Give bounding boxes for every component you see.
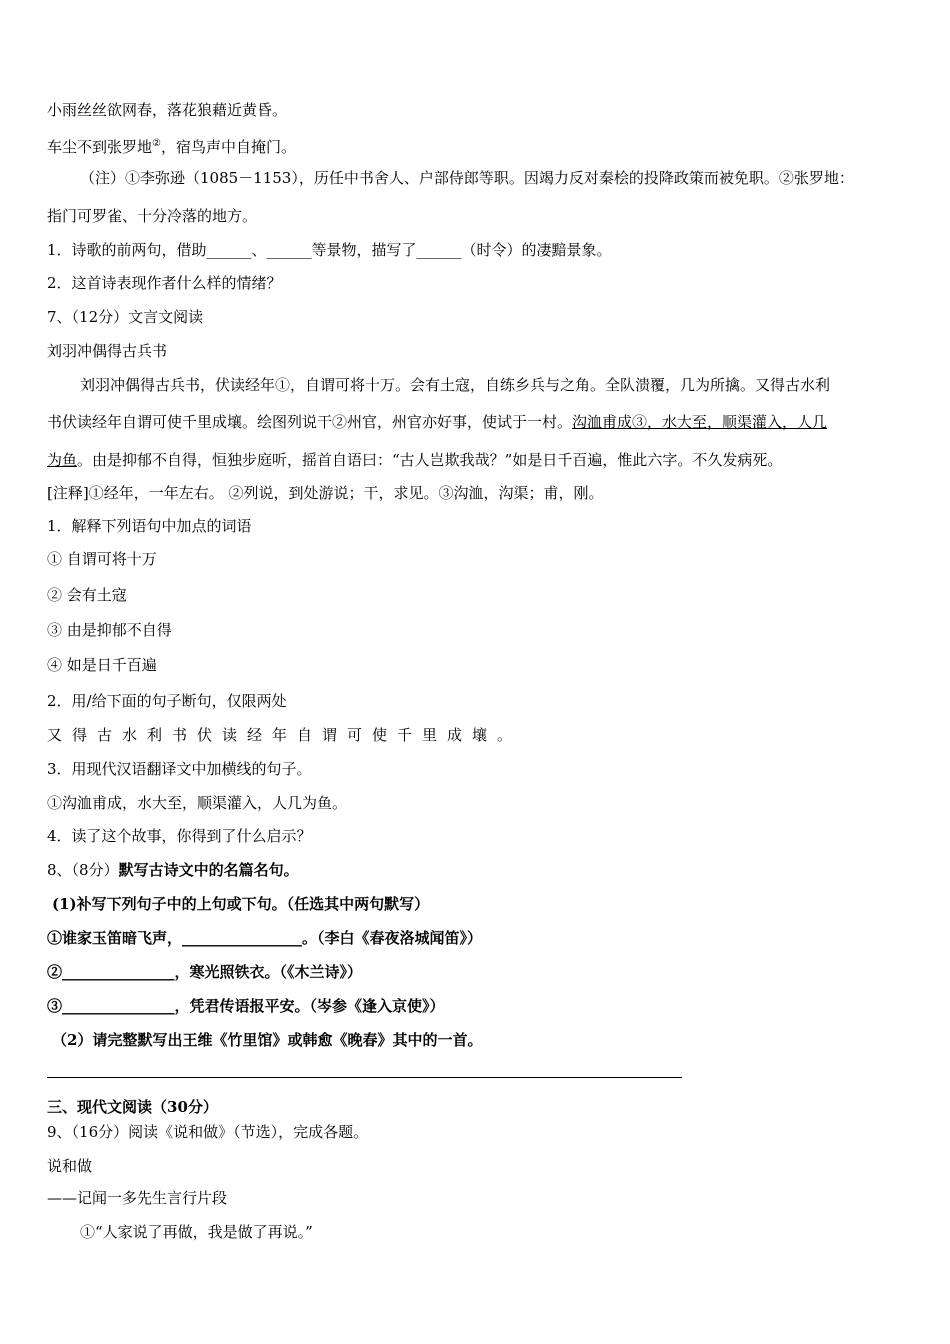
poem-question-2: 2．这首诗表现作者什么样的情绪？ (47, 274, 282, 292)
q7-paragraph-3-b: 。由是抑郁不自得，恒独步庭听，摇首自语曰：“古人岂欺我哉？”如是日千百遍，惟此六字。不久发病死。 (77, 451, 783, 469)
q7-heading: 7、（12分）文言文阅读 (47, 308, 204, 326)
q8-heading-b: 默写古诗文中的名篇名句。 (118, 861, 299, 879)
article-paragraph-1: ①“人家说了再做，我是做了再说。” (80, 1223, 313, 1241)
q7-paragraph-3 (47, 450, 782, 470)
q9-heading: 9、（16分）阅读《说和做》（节选），完成各题。 (47, 1123, 369, 1141)
q7-sub-1-item-2: ② 会有土寇 (47, 586, 127, 604)
q8-part-1: (1)补写下列句子中的上句或下句。（任选其中两句默写） (52, 895, 430, 913)
section-3-heading: 三、现代文阅读（30分） (47, 1098, 218, 1116)
q8-heading-a: 8、（8分） (47, 861, 119, 879)
underlined-sentence-b: 为鱼 (47, 451, 78, 469)
q7-sub-4: 4．读了这个故事，你得到了什么启示？ (47, 827, 312, 845)
q7-sub-3-item-1: ①沟洫甫成，水大至，顺渠灌入，人几为鱼。 (47, 794, 348, 812)
q8-heading (47, 860, 299, 880)
q7-paragraph-1: 刘羽冲偶得古兵书，伏读经年①，自谓可将十万。会有土寇，自练乡兵与之角。全队溃覆，几为所擒。又得古水利 (80, 376, 831, 394)
q7-annotation: [注释]①经年，一年左右。 ②列说，到处游说；干，求见。③沟洫，沟渠；甫，刚。 (47, 484, 604, 502)
q8-part-2: （2）请完整默写出王维《竹里馆》或韩愈《晚春》其中的一首。 (52, 1031, 483, 1049)
q8-item-2: ②_______________，寒光照铁衣。（《木兰诗》） (47, 963, 363, 981)
poem-line-2-b: ，宿鸟声中自掩门。 (160, 138, 296, 156)
poem-note-a: （注）①李弥逊（1085－1153），历任中书舍人、户部侍郎等职。因竭力反对秦桧的投降政策而被免职。②张罗地： (80, 169, 854, 187)
q8-item-3: ③_______________，凭君传语报平安。（岑参《逢入京使》） (47, 997, 445, 1015)
footnote-mark: ② (152, 138, 161, 149)
poem-question-1: 1．诗歌的前两句，借助______、______等景物，描写了______（时令）的凄黯景象。 (47, 241, 612, 259)
q7-sub-1: 1．解释下列语句中加点的词语 (47, 517, 252, 535)
q7-paragraph-2-a: 书伏读经年自谓可使千里成壤。绘图列说干②州官，州官亦好事，使试于一村。 (47, 413, 573, 431)
q7-sub-1-item-3: ③ 由是抑郁不自得 (47, 621, 172, 639)
poem-line-2 (47, 134, 296, 157)
q7-sub-3: 3．用现代汉语翻译文中加横线的句子。 (47, 760, 312, 778)
article-subtitle: ——记闻一多先生言行片段 (47, 1189, 228, 1207)
q7-sub-2-sentence: 又得古水利书伏读经年自谓可使千里成壤。 (47, 726, 523, 744)
q7-sub-2: 2．用/给下面的句子断句，仅限两处 (47, 692, 287, 710)
q7-sub-1-item-1: ① 自谓可将十万 (47, 550, 157, 568)
poem-note-b: 指门可罗雀、十分冷落的地方。 (47, 207, 258, 225)
q8-item-1: ①谁家玉笛暗飞声，________________。（李白《春夜洛城闻笛》） (47, 929, 483, 947)
q7-sub-1-item-4: ④ 如是日千百遍 (47, 656, 157, 674)
poem-line-2-a: 车尘不到张罗地 (47, 138, 153, 156)
q7-paragraph-2 (47, 412, 827, 432)
article-title: 说和做 (47, 1157, 93, 1175)
q7-title: 刘羽冲偶得古兵书 (47, 342, 168, 360)
underlined-sentence-a: 沟洫甫成③，水大至，顺渠灌入，人几 (572, 413, 828, 431)
poem-line-1: 小雨丝丝欲网春，落花狼藉近黄昏。 (47, 101, 288, 119)
answer-line (47, 1077, 682, 1078)
